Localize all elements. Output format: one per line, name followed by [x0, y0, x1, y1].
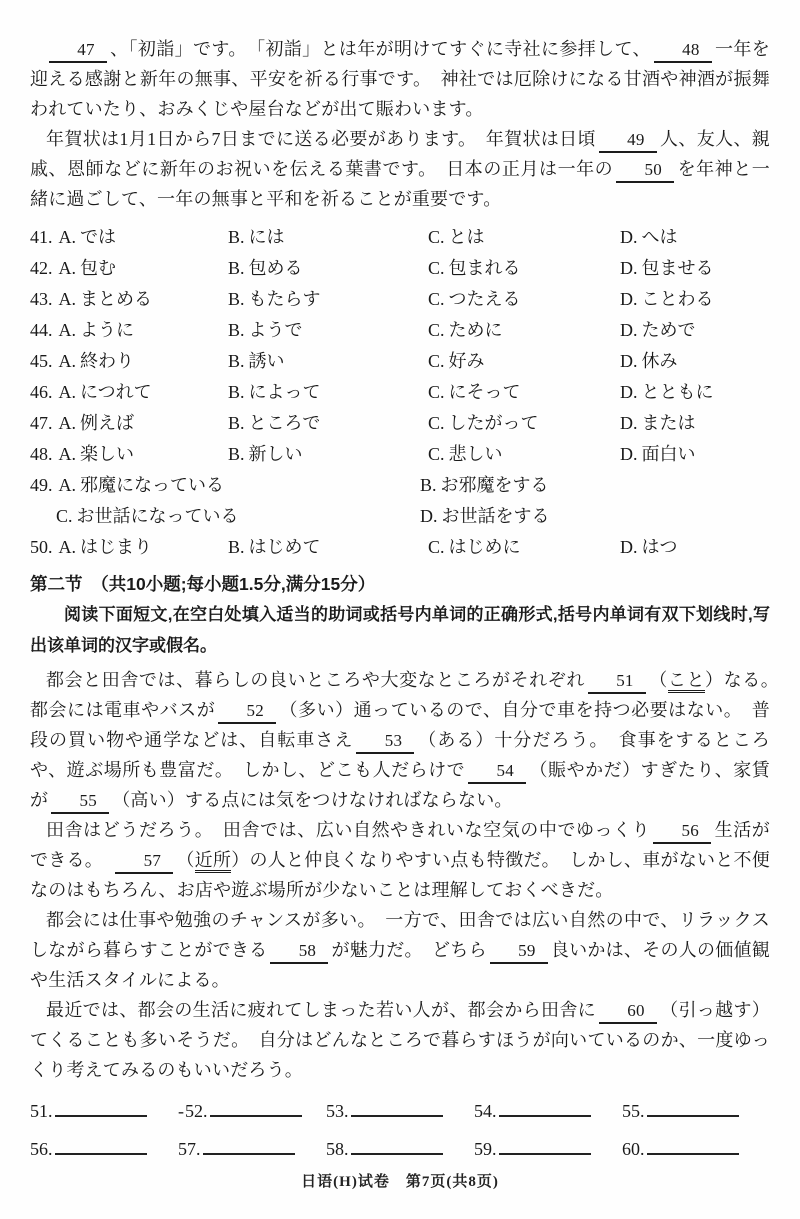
question-cell: [428, 284, 620, 315]
option-label: B.: [228, 444, 245, 464]
option-44-D: [620, 320, 696, 340]
option-label: C.: [428, 320, 445, 340]
question-41: [30, 222, 770, 253]
question-cell: [30, 532, 228, 563]
question-number: 42.: [30, 258, 53, 278]
option-47-A: [59, 413, 135, 433]
option-label: C.: [428, 258, 445, 278]
question-cell: [428, 532, 620, 563]
question-number: 47.: [30, 413, 53, 433]
option-45-A: [59, 351, 135, 371]
paragraph: [30, 124, 770, 214]
option-label: D.: [620, 320, 638, 340]
question-cell: [428, 346, 620, 377]
text-run: 田舎はどうだろう。 田舎では、広い自然やきれいな空気の中でゆっくり: [46, 820, 651, 840]
question-cell: [420, 470, 770, 501]
text-run: （: [648, 670, 668, 690]
question-cell: [228, 222, 428, 253]
answer-cell-54: [474, 1095, 622, 1124]
option-text: とともに: [641, 382, 714, 402]
option-label: B.: [228, 289, 245, 309]
question-cell: [428, 253, 620, 284]
option-47-B: [228, 413, 320, 433]
text-run: 都会と田舎では、暮らしの良いところや大変なところがそれぞれ: [46, 670, 585, 690]
option-49-D: [420, 506, 550, 526]
question-cell: [228, 315, 428, 346]
option-label: D.: [620, 537, 638, 557]
question-cell: [228, 253, 428, 284]
question-43: [30, 284, 770, 315]
inline-blank-54: 54: [468, 760, 526, 784]
question-48: [30, 439, 770, 470]
answer-blank-line: [499, 1133, 591, 1155]
answer-row: [30, 1095, 770, 1124]
option-text: したがって: [448, 413, 539, 433]
question-cell: [620, 315, 770, 346]
answer-blank-line: [210, 1095, 302, 1117]
text-run: 一年を迎える感謝と新年の無事、平安を祈る行事です。 神社では厄除けになる甘酒や神酒が振舞われていたり、おみくじや屋台などが出て賑わいます。: [30, 39, 770, 119]
inline-blank-59: 59: [490, 940, 548, 964]
question-cell: [620, 253, 770, 284]
option-label: C.: [428, 382, 445, 402]
question-cell: [620, 377, 770, 408]
question-44: [30, 315, 770, 346]
option-42-D: [620, 258, 714, 278]
answer-cell-60: [622, 1133, 770, 1162]
question-number: 46.: [30, 382, 53, 402]
question-cell: [428, 222, 620, 253]
option-text: 楽しい: [80, 444, 134, 464]
inline-blank-52: 52: [218, 700, 276, 724]
option-43-A: [59, 289, 153, 309]
answer-blank-line: [647, 1133, 739, 1155]
question-cell: [30, 439, 228, 470]
option-43-C: [428, 289, 521, 309]
question-cell: [620, 439, 770, 470]
answer-cell-56: [30, 1133, 178, 1162]
question-50: [30, 532, 770, 563]
option-46-A: [59, 382, 152, 402]
option-44-A: [59, 320, 135, 340]
inline-blank-57: 57: [115, 850, 173, 874]
inline-blank-55: 55: [51, 790, 109, 814]
option-49-C: [56, 506, 239, 526]
option-text: につれて: [80, 382, 152, 402]
question-number: 49.: [30, 475, 53, 495]
question-49: [30, 470, 770, 501]
question-number: 48.: [30, 444, 53, 464]
question-number: 44.: [30, 320, 53, 340]
option-text: 誘い: [248, 351, 285, 371]
option-text: 悲しい: [448, 444, 503, 464]
option-text: ために: [448, 320, 503, 340]
question-45: [30, 346, 770, 377]
paragraph: [30, 995, 770, 1085]
answer-cell-52: [178, 1095, 326, 1124]
option-text: では: [80, 227, 116, 247]
question-cell: [428, 315, 620, 346]
question-46: [30, 377, 770, 408]
option-text: ところで: [248, 413, 321, 433]
option-label: C.: [428, 289, 445, 309]
answer-number: 51.: [30, 1101, 53, 1121]
option-label: D.: [620, 227, 638, 247]
option-41-D: [620, 227, 678, 247]
option-label: D.: [620, 413, 638, 433]
question-cell: [228, 284, 428, 315]
option-label: C.: [428, 537, 445, 557]
option-49-B: [420, 475, 549, 495]
text-run: 最近では、都会の生活に疲れてしまった若い人が、都会から田舎に: [46, 1000, 596, 1020]
reading-passage-top: [30, 34, 770, 214]
question-list: [30, 222, 770, 563]
option-label: A.: [58, 258, 76, 278]
option-label: D.: [420, 506, 438, 526]
option-text: もたらす: [248, 289, 321, 309]
option-text: お邪魔をする: [440, 475, 549, 495]
question-49-row2: [30, 501, 770, 532]
option-label: D.: [620, 444, 638, 464]
option-label: A.: [58, 351, 76, 371]
option-50-A: [59, 537, 153, 557]
option-44-C: [428, 320, 503, 340]
question-cell: [228, 377, 428, 408]
paragraph: [30, 905, 770, 995]
question-cell: [30, 315, 228, 346]
option-text: 包む: [80, 258, 116, 278]
inline-blank-53: 53: [356, 730, 414, 754]
inline-blank-47: 47: [49, 39, 107, 63]
stray-mark: -: [178, 1101, 184, 1121]
question-cell: [428, 377, 620, 408]
text-run: （多い）通っているので、自分で車を持つ必要はない。 普段の買い物や通学などは、自転車さえ: [30, 700, 770, 750]
answer-number: 52.: [185, 1101, 208, 1121]
answer-cell-55: [622, 1095, 770, 1124]
option-46-B: [228, 382, 321, 402]
question-cell: [228, 439, 428, 470]
option-label: A.: [58, 475, 76, 495]
question-cell: [620, 408, 770, 439]
text-run: 良いかは、その人の価値観や生活スタイルによる。: [30, 940, 770, 990]
option-text: 包ませる: [641, 258, 714, 278]
option-48-D: [620, 444, 696, 464]
option-label: B.: [228, 382, 245, 402]
option-label: B.: [420, 475, 437, 495]
question-cell: [30, 284, 228, 315]
option-label: C.: [428, 444, 445, 464]
option-text: はじめに: [448, 537, 521, 557]
question-cell: [30, 470, 420, 501]
paragraph: [30, 34, 770, 124]
question-cell: [428, 439, 620, 470]
text-run: （引っ越す）てくることも多いそうだ。 自分はどんなところで暮らすほうが向いているのか、一度ゆっくり考えてみるのもいいだろう。: [30, 1000, 770, 1080]
answer-cell-59: [474, 1133, 622, 1162]
text-run: ）なる。 都会には電車やバスが: [30, 670, 789, 720]
question-number: 43.: [30, 289, 53, 309]
question-cell: [30, 501, 420, 532]
answer-number: 54.: [474, 1101, 497, 1121]
paragraph: [30, 665, 789, 815]
option-text: によって: [248, 382, 321, 402]
option-45-D: [620, 351, 678, 371]
section2-instructions: 阅读下面短文,在空白处填入适当的助词或括号内单词的正确形式,括号内单词有双下划线时,写出该单词的汉字或假名。: [30, 605, 770, 655]
answer-row: [30, 1133, 770, 1162]
question-47: [30, 408, 770, 439]
question-cell: [30, 346, 228, 377]
option-47-C: [428, 413, 539, 433]
option-label: A.: [58, 320, 76, 340]
answer-blank-line: [499, 1095, 591, 1117]
option-41-B: [228, 227, 285, 247]
question-cell: [30, 408, 228, 439]
answer-cell-57: [178, 1133, 326, 1162]
option-label: B.: [228, 227, 245, 247]
inline-blank-56: 56: [653, 820, 711, 844]
inline-blank-58: 58: [270, 940, 328, 964]
answer-number: 56.: [30, 1139, 53, 1159]
option-text: はじめて: [248, 537, 321, 557]
option-label: A.: [58, 537, 76, 557]
option-label: A.: [58, 444, 76, 464]
option-label: C.: [428, 413, 445, 433]
option-45-C: [428, 351, 485, 371]
option-46-C: [428, 382, 521, 402]
option-text: 例えば: [80, 413, 134, 433]
text-run: ）の人と仲良くなりやすい点も特徴だ。 しかし、車がないと不便なのはもちろん、お店や遊ぶ場所が少ないことは理解しておくべきだ。: [30, 850, 771, 900]
option-42-C: [428, 258, 521, 278]
option-label: B.: [228, 537, 245, 557]
text-run: 人、友人、親戚、恩師などに新年のお祝いを伝える葉書です。 日本の正月は一年の: [30, 129, 770, 179]
text-run: （ある）十分だろう。 食事をするところや、遊ぶ場所も豊富だ。 しかし、どこも人だらけで: [30, 730, 770, 780]
option-label: D.: [620, 351, 638, 371]
option-label: A.: [58, 413, 76, 433]
option-43-B: [228, 289, 321, 309]
option-label: B.: [228, 351, 245, 371]
answer-cell-53: [326, 1095, 474, 1124]
double-underlined-word: 近所: [195, 850, 232, 873]
option-text: まとめる: [80, 289, 152, 309]
text-run: （賑やかだ）すぎたり、家賃が: [30, 760, 771, 810]
answer-number: 59.: [474, 1139, 497, 1159]
option-text: 面白い: [641, 444, 696, 464]
option-text: お世話をする: [441, 506, 550, 526]
option-48-A: [59, 444, 135, 464]
answer-number: 57.: [178, 1139, 201, 1159]
option-text: ように: [80, 320, 134, 340]
question-cell: [620, 284, 770, 315]
answer-number: 55.: [622, 1101, 645, 1121]
option-46-D: [620, 382, 714, 402]
option-41-A: [59, 227, 117, 247]
option-49-A: [59, 475, 225, 495]
option-42-B: [228, 258, 303, 278]
option-48-C: [428, 444, 503, 464]
option-44-B: [228, 320, 303, 340]
option-label: B.: [228, 320, 245, 340]
option-text: ようで: [248, 320, 303, 340]
text-run: が魅力だ。 どちら: [331, 940, 487, 960]
option-text: 包める: [248, 258, 303, 278]
text-run: （: [176, 850, 195, 870]
text-run: を年神と一緒に過ごして、一年の無事と平和を祈ることが重要です。: [30, 159, 770, 209]
option-text: はつ: [641, 537, 678, 557]
option-45-B: [228, 351, 285, 371]
option-text: とは: [448, 227, 485, 247]
question-42: [30, 253, 770, 284]
inline-blank-50: 50: [616, 159, 674, 183]
option-text: 新しい: [248, 444, 303, 464]
question-cell: [620, 222, 770, 253]
text-run: 生活ができる。: [30, 820, 770, 870]
inline-blank-48: 48: [654, 39, 712, 63]
answer-blank-line: [55, 1133, 147, 1155]
option-text: ためで: [641, 320, 696, 340]
answer-blank-line: [647, 1095, 739, 1117]
option-label: C.: [428, 227, 445, 247]
option-41-C: [428, 227, 485, 247]
option-text: つたえる: [448, 289, 521, 309]
text-run: 、「初詣」です。 「初詣」とは年が明けてすぐに寺社に参拝して、: [110, 39, 651, 59]
option-text: 包まれる: [448, 258, 521, 278]
double-underlined-word: こと: [668, 670, 705, 693]
option-50-C: [428, 537, 521, 557]
question-number: 41.: [30, 227, 53, 247]
option-label: B.: [228, 258, 245, 278]
option-43-D: [620, 289, 714, 309]
option-label: A.: [58, 382, 76, 402]
answer-sheet: [30, 1095, 770, 1162]
option-50-B: [228, 537, 321, 557]
option-42-A: [59, 258, 117, 278]
option-text: 休み: [641, 351, 678, 371]
option-text: または: [641, 413, 696, 433]
text-run: （高い）する点には気をつけなければならない。: [112, 790, 513, 810]
answer-blank-line: [55, 1095, 147, 1117]
option-text: にそって: [448, 382, 521, 402]
option-text: 好み: [448, 351, 485, 371]
question-number: 50.: [30, 537, 53, 557]
option-47-D: [620, 413, 696, 433]
option-text: 終わり: [80, 351, 134, 371]
option-label: D.: [620, 289, 638, 309]
answer-number: 60.: [622, 1139, 645, 1159]
question-cell: [228, 408, 428, 439]
option-text: はじまり: [80, 537, 152, 557]
option-label: B.: [228, 413, 245, 433]
question-cell: [30, 377, 228, 408]
answer-number: 53.: [326, 1101, 349, 1121]
option-text: には: [248, 227, 285, 247]
inline-blank-60: 60: [599, 1000, 657, 1024]
question-cell: [30, 253, 228, 284]
page-footer: 日语(H)试卷 第7页(共8页): [301, 1174, 499, 1190]
option-text: ことわる: [641, 289, 714, 309]
option-text: 邪魔になっている: [80, 475, 224, 495]
answer-blank-line: [203, 1133, 295, 1155]
option-text: お世話になっている: [76, 506, 239, 526]
text-run: 都会には仕事や勉強のチャンスが多い。 一方で、田舎では広い自然の中で、リラックスしながら暮らすことができる: [30, 910, 770, 960]
text-run: 年賀状は1月1日から7日までに送る必要があります。 年賀状は日頃: [46, 129, 596, 149]
question-cell: [228, 532, 428, 563]
option-label: D.: [620, 382, 638, 402]
question-cell: [30, 222, 228, 253]
option-48-B: [228, 444, 303, 464]
answer-blank-line: [351, 1095, 443, 1117]
option-label: A.: [58, 289, 76, 309]
answer-cell-58: [326, 1133, 474, 1162]
option-50-D: [620, 537, 678, 557]
paragraph: [30, 815, 770, 905]
question-cell: [620, 532, 770, 563]
inline-blank-49: 49: [599, 129, 657, 153]
reading-passage-main: [30, 665, 789, 1085]
question-cell: [428, 408, 620, 439]
answer-cell-51: [30, 1095, 178, 1124]
answer-number: 58.: [326, 1139, 349, 1159]
inline-blank-51: 51: [588, 670, 646, 694]
question-cell: [620, 346, 770, 377]
question-cell: [228, 346, 428, 377]
question-number: 45.: [30, 351, 53, 371]
answer-blank-line: [351, 1133, 443, 1155]
section2-heading: 第二节 （共10小题;每小题1.5分,满分15分）: [30, 574, 376, 594]
option-label: C.: [428, 351, 445, 371]
option-label: D.: [620, 258, 638, 278]
option-label: A.: [58, 227, 76, 247]
question-cell: [420, 501, 770, 532]
option-label: C.: [56, 506, 73, 526]
option-text: へは: [641, 227, 678, 247]
